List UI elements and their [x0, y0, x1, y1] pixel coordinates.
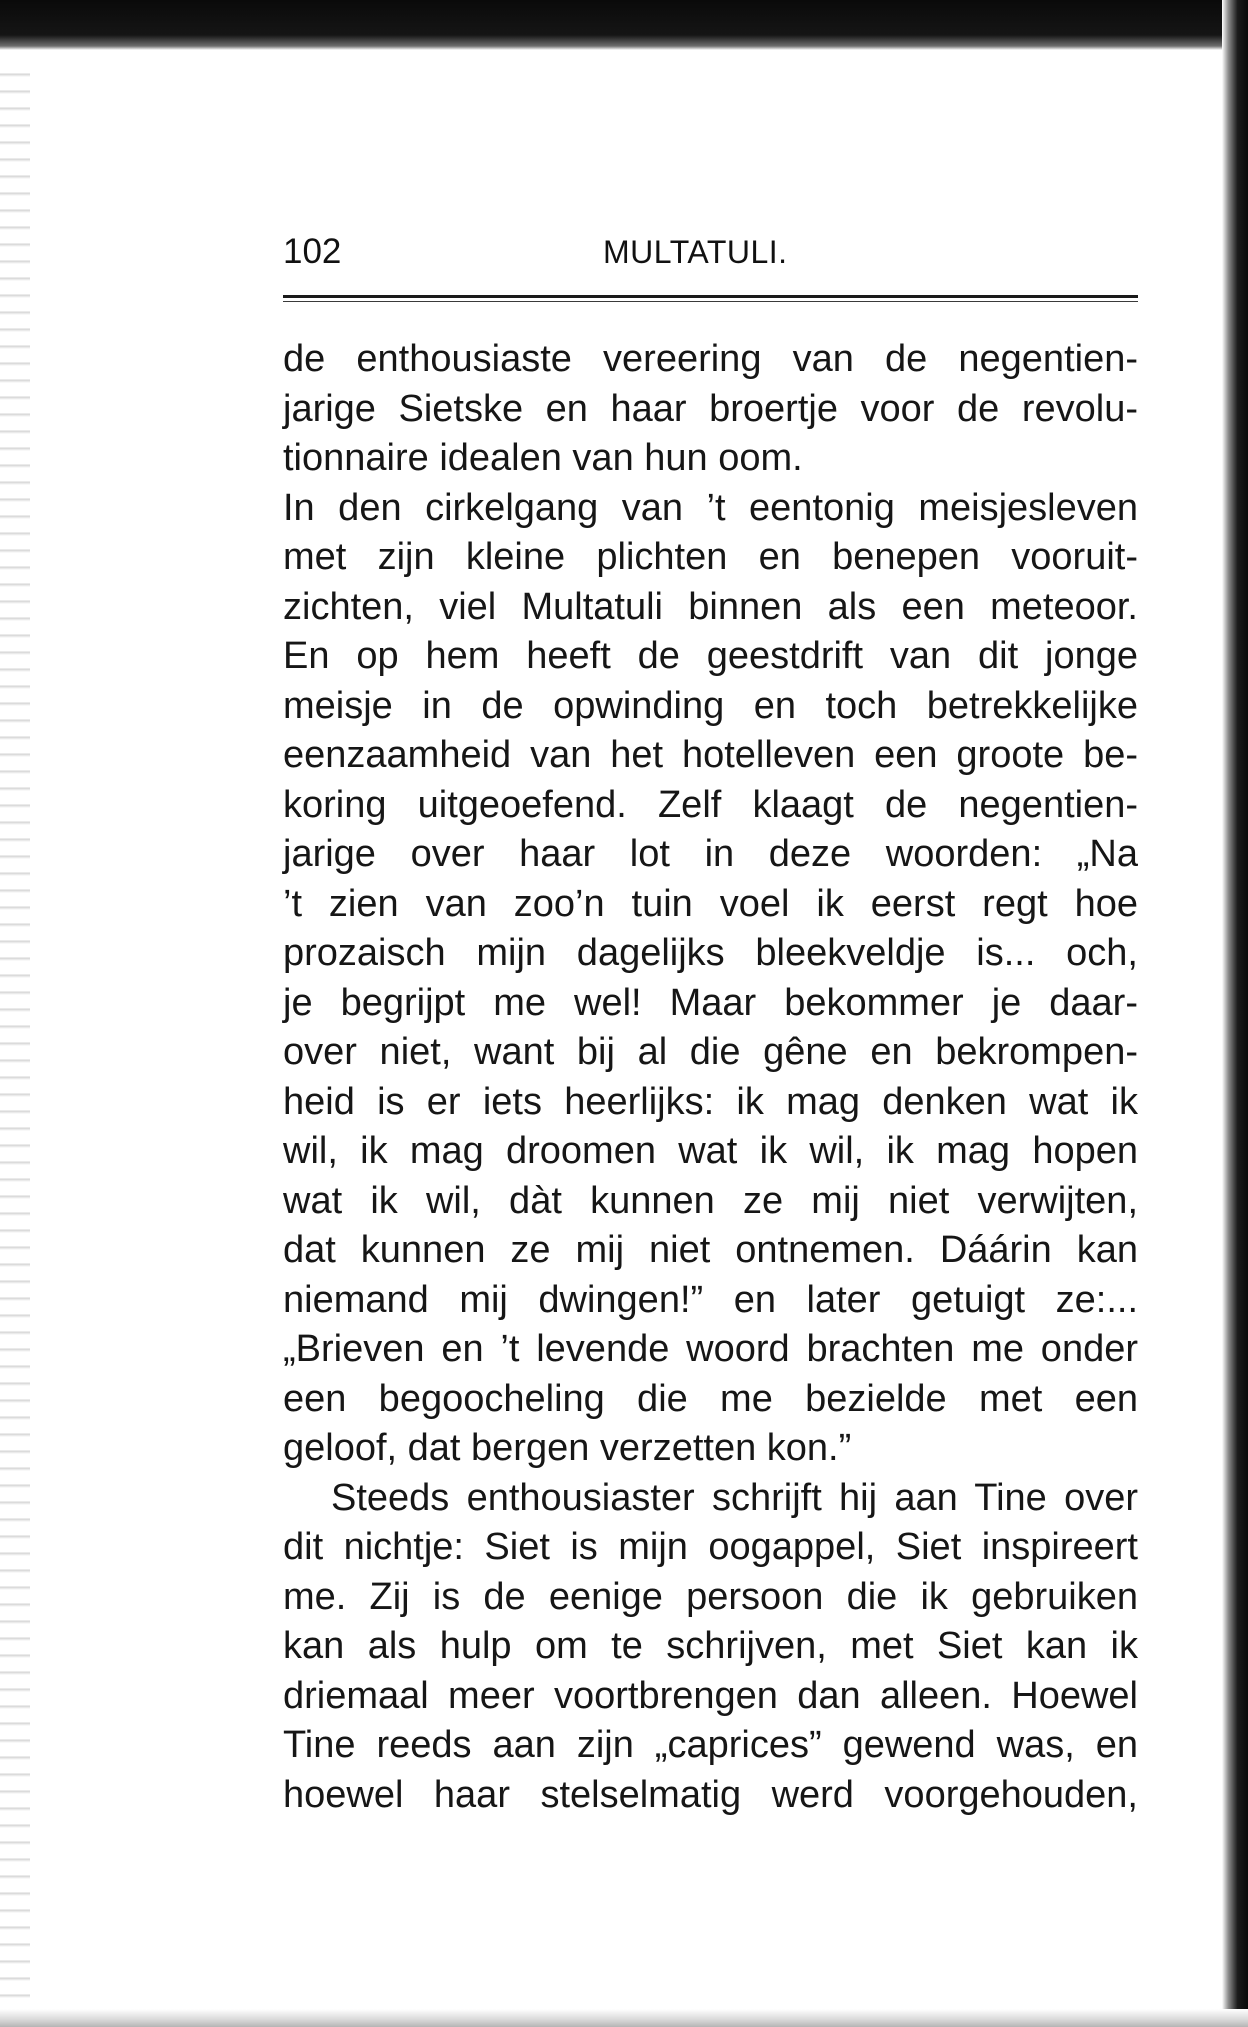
header-rule-thick	[283, 295, 1138, 298]
text-line: prozaisch mijn dagelijks bleekveldje is... och,	[283, 932, 1138, 974]
text-line: meisje in de opwinding en toch betrekkelijke	[283, 684, 1138, 727]
text-line: jarige over haar lot in deze woorden: „Na	[283, 833, 1138, 875]
text-line: een begoocheling die me bezielde met een	[283, 1377, 1138, 1420]
text-line: niemand mij dwingen!” en later getuigt ze:...	[283, 1278, 1138, 1321]
text-line: je begrijpt me wel! Maar bekommer je daar-	[283, 981, 1138, 1024]
text-line: zichten, viel Multatuli binnen als een meteoor.	[283, 585, 1138, 628]
text-line: Tine reeds aan zijn „caprices” gewend was, en	[283, 1724, 1138, 1766]
text-line: over niet, want bij al die gêne en bekrompen-	[283, 1031, 1138, 1073]
text-line: wat ik wil, dàt kunnen ze mij niet verwijten,	[283, 1179, 1138, 1222]
text-line: heid is er iets heerlijks: ik mag denken wat ik	[283, 1080, 1138, 1123]
scan-border-left	[0, 60, 30, 2020]
text-line: hoewel haar stelselmatig werd voorgehouden,	[283, 1773, 1138, 1816]
text-line: wil, ik mag droomen wat ik wil, ik mag hopen	[283, 1130, 1138, 1172]
text-line: tionnaire idealen van hun oom.	[283, 437, 803, 479]
text-line: dat kunnen ze mij niet ontnemen. Dáárin kan	[283, 1229, 1138, 1271]
text-line: driemaal meer voortbrengen dan alleen. Hoewel	[283, 1674, 1138, 1717]
text-line: met zijn kleine plichten en benepen vooruit-	[283, 536, 1138, 578]
text-line: koring uitgeoefend. Zelf klaagt de negentien-	[283, 783, 1138, 826]
scan-border-top	[0, 0, 1248, 50]
text-line: In den cirkelgang van ’t eentonig meisjesleven	[283, 486, 1138, 529]
text-line: Steeds enthousiaster schrijft hij aan Tine over	[331, 1476, 1138, 1519]
running-head	[283, 230, 1138, 278]
text-line: En op hem heeft de geestdrift van dit jonge	[283, 635, 1138, 677]
text-line: dit nichtje: Siet is mijn oogappel, Siet inspireert	[283, 1526, 1138, 1568]
body-text	[283, 335, 1138, 1820]
running-title: MULTATULI.	[603, 234, 788, 270]
book-page	[283, 230, 1138, 1816]
text-line: jarige Sietske en haar broertje voor de revolu-	[283, 387, 1138, 430]
text-line: ’t zien van zoo’n tuin voel ik eerst regt hoe	[283, 882, 1138, 925]
text-line: me. Zij is de eenige persoon die ik gebruiken	[283, 1575, 1138, 1618]
text-line: kan als hulp om te schrijven, met Siet kan ik	[283, 1625, 1138, 1667]
text-line: geloof, dat bergen verzetten kon.”	[283, 1427, 852, 1469]
text-line: „Brieven en ’t levende woord brachten me onder	[283, 1328, 1138, 1370]
page-number: 102	[283, 232, 342, 271]
text-line: de enthousiaste vereering van de negentien-	[283, 338, 1138, 380]
text-line: eenzaamheid van het hotelleven een groote be-	[283, 734, 1138, 776]
scan-border-right	[1222, 0, 1248, 2027]
scan-border-bottom	[0, 2009, 1248, 2027]
header-rule-thin	[283, 301, 1138, 302]
